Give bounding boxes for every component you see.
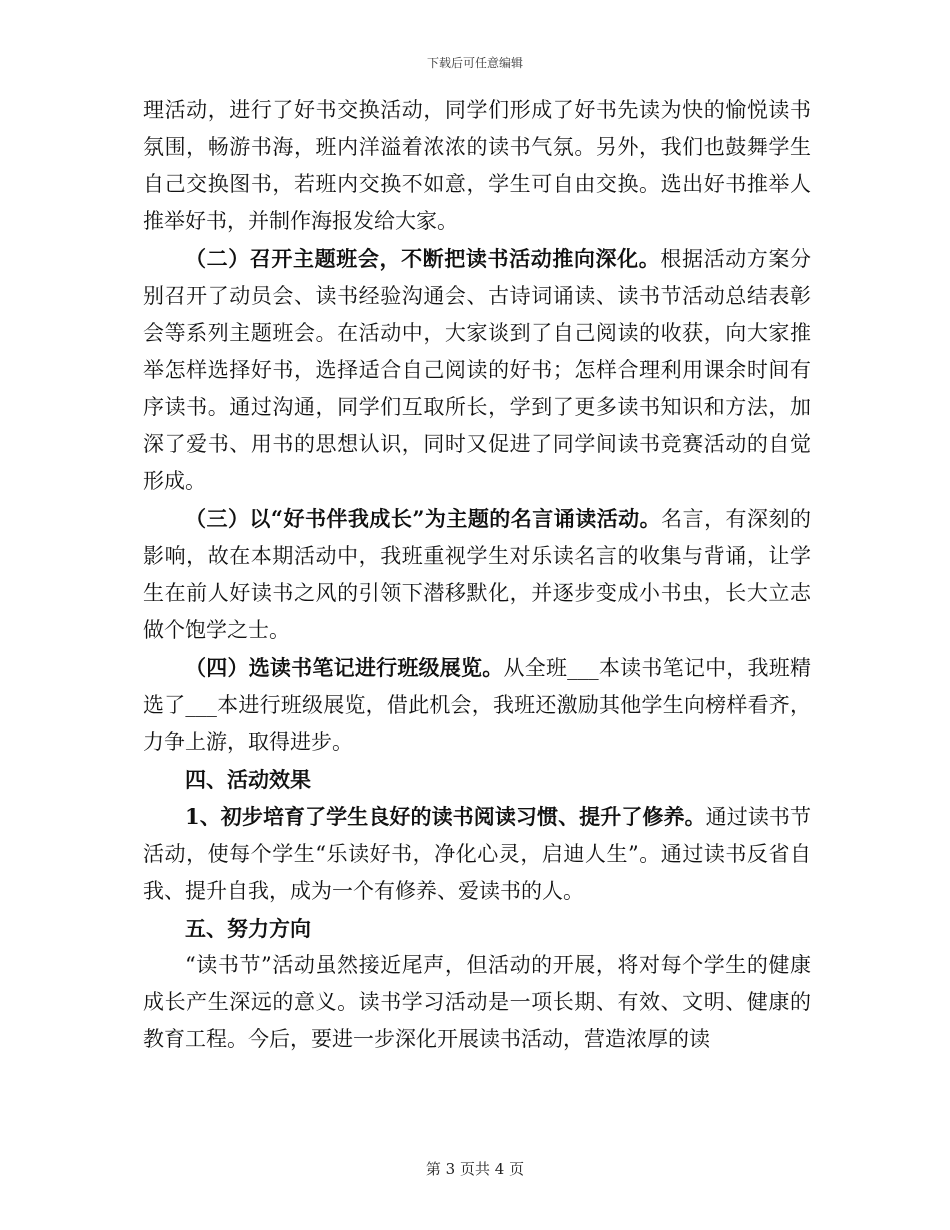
section-heading-direction: 五、努力方向 [185,916,311,941]
section-heading-effects: 四、活动效果 [185,767,311,792]
paragraph-lead: 1、初步培育了学生良好的读书阅读习惯、提升了修养。 [185,804,706,829]
paragraph-text: 根据活动方案分别召开了动员会、读书经验沟通会、古诗词诵读、读书节活动总结表彰会等系列主题班会。在活动中，大家谈到了自己阅读的收获，向大家推举怎样选择好书，选择适合自己阅读的好书；怎样合理利用课余时间有序读书。通过沟通，同学们互取所长，学到了更多读书知识和方法，加深了爱书、用书的思想认识，同时又促进了同学间读书竞赛活动的自觉形成。 [143,247,812,493]
paragraph-lead: （二）召开主题班会，不断把读书活动推向深化。 [185,246,661,271]
paragraph-lead: （三）以“好书伴我成长”为主题的名言诵读活动。 [185,506,662,531]
paragraph-lead: （四）选读书笔记进行班级展览。 [185,655,504,680]
paragraph-text: 从全班___本读书笔记中，我班精选了___本进行班级展览，借此机会，我班还激励其他学生向榜样看齐，力争上游，取得进步。 [143,656,812,754]
paragraph-text: 通过读书节活动，使每个学生“乐读好书，净化心灵，启迪人生”。通过读书反省自我、提升自我，成为一个有修养、爱读书的人。 [143,805,811,903]
page-header: 下载后可任意编辑 [426,56,523,70]
document-body [143,92,811,1058]
paragraph-quote-reading [143,500,811,649]
paragraph-reading-habits [143,798,811,910]
paragraph-continued: 理活动，进行了好书交换活动，同学们形成了好书先读为快的愉悦读书氛围，畅游书海，班内洋溢着浓浓的读书气氛。另外，我们也鼓舞学生自己交换图书，若班内交换不如意，学生可自由交换。选出好书推举人推举好书，并制作海报发给大家。 [143,98,811,233]
paragraph-future-direction: “读书节”活动虽然接近尾声，但活动的开展，将对每个学生的健康成长产生深远的意义。读书学习活动是一项长期、有效、文明、健康的教育工程。今后，要进一步深化开展读书活动，营造浓厚的读 [143,953,811,1051]
page-footer: 第 3 页共 4 页 [425,1160,525,1178]
paragraph-notes-exhibition [143,649,811,761]
paragraph-text: 名言，有深刻的影响，故在本期活动中，我班重视学生对乐读名言的收集与背诵，让学生在前人好读书之风的引领下潜移默化，并逐步变成小书虫，长大立志做个饱学之士。 [143,507,811,642]
paragraph-theme-class-meeting [143,240,811,500]
